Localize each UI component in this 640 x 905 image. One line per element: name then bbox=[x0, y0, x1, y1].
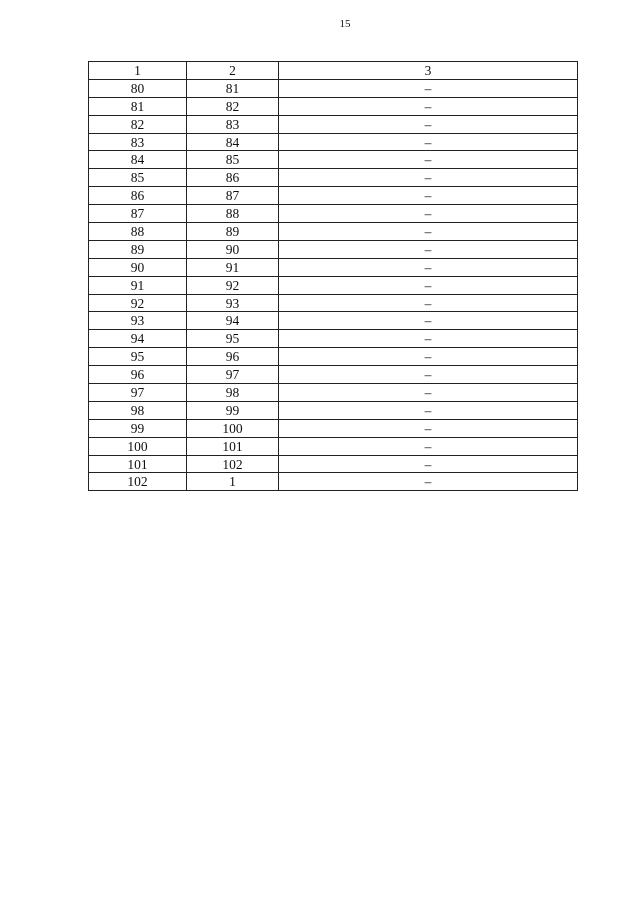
table-cell-col-2: 94 bbox=[187, 312, 279, 330]
table-cell-col-3: – bbox=[279, 437, 578, 455]
table-cell-col-1: 91 bbox=[89, 276, 187, 294]
table-header-row bbox=[89, 62, 578, 80]
table-row bbox=[89, 455, 578, 473]
table-cell-col-1: 87 bbox=[89, 205, 187, 223]
table-cell-col-2: 83 bbox=[187, 115, 279, 133]
table-cell-col-3: – bbox=[279, 133, 578, 151]
table-row bbox=[89, 151, 578, 169]
table-cell-col-2: 102 bbox=[187, 455, 279, 473]
table-cell-col-2: 1 bbox=[187, 473, 279, 491]
table-row bbox=[89, 205, 578, 223]
table-cell-col-2: 87 bbox=[187, 187, 279, 205]
column-header-2: 2 bbox=[187, 62, 279, 80]
table-cell-col-1: 90 bbox=[89, 258, 187, 276]
table-row bbox=[89, 258, 578, 276]
table-row bbox=[89, 312, 578, 330]
table-cell-col-3: – bbox=[279, 258, 578, 276]
column-header-1: 1 bbox=[89, 62, 187, 80]
table-cell-col-2: 88 bbox=[187, 205, 279, 223]
table-cell-col-3: – bbox=[279, 473, 578, 491]
table-cell-col-1: 93 bbox=[89, 312, 187, 330]
table-cell-col-3: – bbox=[279, 187, 578, 205]
table-row bbox=[89, 384, 578, 402]
table-cell-col-1: 99 bbox=[89, 419, 187, 437]
table-cell-col-3: – bbox=[279, 366, 578, 384]
table-cell-col-2: 91 bbox=[187, 258, 279, 276]
table-cell-col-3: – bbox=[279, 115, 578, 133]
table-cell-col-2: 101 bbox=[187, 437, 279, 455]
table-cell-col-2: 81 bbox=[187, 79, 279, 97]
table-cell-col-2: 82 bbox=[187, 97, 279, 115]
table-cell-col-1: 101 bbox=[89, 455, 187, 473]
table-cell-col-1: 82 bbox=[89, 115, 187, 133]
table-cell-col-1: 83 bbox=[89, 133, 187, 151]
table-cell-col-1: 85 bbox=[89, 169, 187, 187]
table-cell-col-1: 80 bbox=[89, 79, 187, 97]
table-row bbox=[89, 366, 578, 384]
table-cell-col-1: 97 bbox=[89, 384, 187, 402]
table-cell-col-2: 89 bbox=[187, 223, 279, 241]
table-cell-col-1: 81 bbox=[89, 97, 187, 115]
table-cell-col-2: 93 bbox=[187, 294, 279, 312]
table-cell-col-3: – bbox=[279, 384, 578, 402]
table-cell-col-3: – bbox=[279, 276, 578, 294]
table-cell-col-3: – bbox=[279, 348, 578, 366]
page-number: 15 bbox=[339, 18, 351, 30]
table-cell-col-3: – bbox=[279, 312, 578, 330]
table-cell-col-3: – bbox=[279, 401, 578, 419]
table-cell-col-3: – bbox=[279, 240, 578, 258]
table-row bbox=[89, 437, 578, 455]
table-cell-col-2: 97 bbox=[187, 366, 279, 384]
table-cell-col-1: 98 bbox=[89, 401, 187, 419]
table-row bbox=[89, 473, 578, 491]
table-cell-col-1: 100 bbox=[89, 437, 187, 455]
table-cell-col-3: – bbox=[279, 223, 578, 241]
table-cell-col-3: – bbox=[279, 151, 578, 169]
table-cell-col-2: 90 bbox=[187, 240, 279, 258]
table-cell-col-1: 94 bbox=[89, 330, 187, 348]
table-cell-col-2: 92 bbox=[187, 276, 279, 294]
table-cell-col-2: 86 bbox=[187, 169, 279, 187]
table-row bbox=[89, 115, 578, 133]
table-cell-col-2: 99 bbox=[187, 401, 279, 419]
table-cell-col-3: – bbox=[279, 294, 578, 312]
data-table bbox=[88, 61, 578, 491]
table-row bbox=[89, 169, 578, 187]
table-cell-col-1: 96 bbox=[89, 366, 187, 384]
column-header-3: 3 bbox=[279, 62, 578, 80]
table-cell-col-3: – bbox=[279, 330, 578, 348]
table-cell-col-3: – bbox=[279, 79, 578, 97]
table-cell-col-2: 95 bbox=[187, 330, 279, 348]
table-cell-col-1: 95 bbox=[89, 348, 187, 366]
table-cell-col-1: 86 bbox=[89, 187, 187, 205]
table-row bbox=[89, 330, 578, 348]
table-cell-col-1: 92 bbox=[89, 294, 187, 312]
table-cell-col-1: 89 bbox=[89, 240, 187, 258]
table-row bbox=[89, 276, 578, 294]
table-cell-col-3: – bbox=[279, 419, 578, 437]
table-row bbox=[89, 187, 578, 205]
table-cell-col-2: 98 bbox=[187, 384, 279, 402]
table-row bbox=[89, 348, 578, 366]
table-row bbox=[89, 223, 578, 241]
table-cell-col-3: – bbox=[279, 455, 578, 473]
table-cell-col-1: 84 bbox=[89, 151, 187, 169]
table-cell-col-3: – bbox=[279, 97, 578, 115]
table-cell-col-1: 102 bbox=[89, 473, 187, 491]
table-row bbox=[89, 401, 578, 419]
table-row bbox=[89, 294, 578, 312]
table-cell-col-2: 96 bbox=[187, 348, 279, 366]
table-cell-col-3: – bbox=[279, 169, 578, 187]
table-row bbox=[89, 133, 578, 151]
table-cell-col-2: 100 bbox=[187, 419, 279, 437]
table-cell-col-3: – bbox=[279, 205, 578, 223]
table-row bbox=[89, 240, 578, 258]
table-cell-col-2: 84 bbox=[187, 133, 279, 151]
table-cell-col-2: 85 bbox=[187, 151, 279, 169]
table-body bbox=[89, 62, 578, 491]
table-row bbox=[89, 97, 578, 115]
table-cell-col-1: 88 bbox=[89, 223, 187, 241]
table-row bbox=[89, 419, 578, 437]
table-row bbox=[89, 79, 578, 97]
